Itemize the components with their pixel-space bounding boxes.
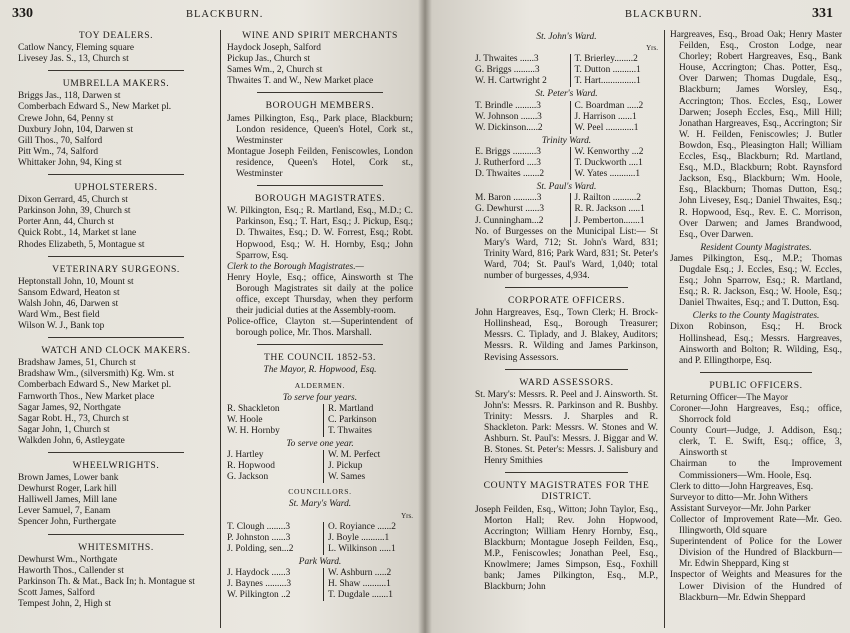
name-pair-table — [227, 522, 413, 555]
name-cell: R. Shackleton — [227, 403, 280, 414]
section-rule — [48, 337, 184, 338]
name-cell: H. Shaw ..........1 — [323, 579, 413, 590]
directory-entry: Whittaker John, 94, King st — [18, 157, 122, 168]
section-rule — [257, 92, 383, 93]
name-cell: J. Hartley — [227, 450, 264, 461]
name-cell: W. H. Hornby — [227, 425, 280, 436]
section-heading: BOROUGH MEMBERS. — [265, 100, 375, 112]
name-pair-table — [475, 147, 658, 180]
name-cell: T. Brierley........2 — [570, 54, 659, 65]
name-cell: W. H. Cartwright 2 — [475, 76, 547, 87]
section-heading: WHEELWRIGHTS. — [72, 460, 160, 471]
name-cell: W. Ashburn .....2 — [323, 568, 413, 579]
text-paragraph: Collector of Improvement Rate—Mr. Geo. Illingworth, Old square — [670, 514, 842, 537]
name-cell: P. Johnston ......3 — [227, 532, 291, 543]
ward-subheading: To serve one year. — [286, 439, 354, 449]
text-paragraph: Hargreaves, Esq., Broad Oak; Henry Master Feilden, Esq., Croston Lodge, near Chorley; Robert Hargreaves, Esq., Bank House, Accrington; Chas. Potter, Esq., Over Darwen; Thomas Dugdale, Esq., Blackburn; James Worsley, Esq., Accrington; Thos. Eccles, Esq., Lower Darwen; Joseph Eccles, Esq., Mill Hill; Jonathan Hargreaves, Esq., Accrington; Sir W. H. Feilden, Feniscowles; J. Butler Bowdon, Esq., Pleasington Hall; William Eccles, Esq., Blackburn; Rd. Martland, Esq., M.D., Blackburn; Robt. Raynsford Jackson, Esq., Blackburn; Wm. Hoole, Esq., Blackburn; Thomas Dutton, Esq.; John Livesey, Esq.; Daniel Thwaites, Esq.; R. Hopwood, Esq., Rev. E. C. Morrison, Over Darwen; and James Brandwood, Esq., Over Darwen. — [670, 30, 842, 240]
directory-entry: Pickup Jas., Church st — [227, 54, 311, 65]
directory-entry: Farnworth Thos., New Market place — [18, 391, 155, 402]
directory-entry: Ward Wm., Best field — [18, 309, 100, 320]
directory-entry: Walkden John, 6, Astleygate — [18, 435, 125, 446]
directory-entry: Rhodes Elizabeth, 5, Montague st — [18, 239, 145, 250]
directory-entry: Bradshaw Wm., (silversmith) Kg. Wm. st — [18, 369, 175, 380]
right-column-2 — [670, 30, 842, 604]
name-cell: J. Harrison ......1 — [570, 112, 659, 123]
directory-entry: Sames Wm., 2, Church st — [227, 65, 323, 76]
directory-entry: Lever Samuel, 7, Eanam — [18, 506, 111, 517]
directory-entry: Catlow Nancy, Fleming square — [18, 43, 135, 54]
section-heading: PUBLIC OFFICERS. — [709, 379, 803, 391]
years-label: Yrs. — [401, 511, 413, 520]
section-heading: COUNTY MAGISTRATES FOR THE DISTRICT. — [483, 480, 650, 503]
section-heading: BOROUGH MAGISTRATES. — [254, 193, 386, 205]
small-caps-heading: ALDERMEN. — [294, 380, 346, 390]
right-column-1 — [475, 30, 658, 593]
name-cell: W. Pilkington ..2 — [227, 590, 291, 601]
text-paragraph: Montague Joseph Feilden, Feniscowles, London residence, Queen's Hotel, Cork st., Westminster — [227, 146, 413, 180]
ward-subheading: St. Peter's Ward. — [535, 89, 598, 100]
name-cell: G. Jackson — [227, 472, 269, 483]
text-paragraph: No. of Burgesses on the Municipal List:— St Mary's Ward, 712; St. John's Ward, 831; Trinity Ward, 816; Park Ward, 831; St. Peter's Ward, 704; St. Paul's Ward, 1,040; total number of burgesses, 4,934. — [475, 226, 658, 281]
name-cell: T. Thwaites — [323, 426, 413, 437]
text-paragraph: Henry Hoyle, Esq.; office, Ainsworth st The Borough Magistrates sit daily at the police office, except Thursday, when they perform their judicial duties at the Assembly-room. — [227, 272, 413, 317]
directory-entry: Crewe John, 64, Penny st — [18, 113, 114, 124]
section-rule — [48, 256, 184, 257]
section-rule — [505, 369, 628, 370]
name-cell: T. Brindle .........3 — [475, 100, 541, 111]
name-cell: T. Hart...............1 — [570, 76, 659, 87]
name-pair-table — [227, 450, 413, 483]
directory-entry: Dewhurst Roger, Lark hill — [18, 484, 117, 495]
text-paragraph: Chairman to the Improvement Commissioners—Wm. Hoole, Esq. — [670, 459, 842, 481]
page-number: 330 — [12, 6, 33, 21]
ward-subheading: Park Ward. — [298, 556, 342, 567]
name-cell: J. Cunningham...2 — [475, 215, 544, 226]
name-cell: G. Briggs .........3 — [475, 65, 540, 76]
text-paragraph: Inspector of Weights and Measures for the Lower Division of the Hundred of Blackburn—Mr. Edwin Sheppard — [670, 570, 842, 603]
directory-entry: Porter Ann, 44, Church st — [18, 217, 114, 228]
ward-subheading: The Mayor, R. Hopwood, Esq. — [263, 365, 377, 376]
ward-subheading: Trinity Ward. — [541, 135, 592, 146]
right-page — [425, 0, 850, 633]
text-paragraph: Surveyor to ditto—Mr. John Withers — [670, 492, 808, 503]
small-caps-heading: COUNCILLORS. — [288, 487, 352, 497]
column-divider — [220, 30, 221, 628]
name-cell: C. Boardman .....2 — [570, 101, 659, 112]
name-cell: W. Sames — [323, 472, 413, 483]
name-cell: C. Parkinson — [323, 415, 413, 426]
name-cell: J. Railton ..........2 — [570, 193, 659, 204]
text-paragraph: John Hargreaves, Esq., Town Clerk; H. Brock-Hollinshead, Esq., Borough Treasurer; Messrs. C. Tiplady, and J. Blakey, Auditors; Messrs. R. Wilding and James Parkinson, Revising Assessors. — [475, 308, 658, 363]
directory-entry: Haworth Thos., Callender st — [18, 565, 124, 576]
directory-entry: Parkinson John, 39, Church st — [18, 206, 131, 217]
directory-entry: Briggs Jas., 118, Darwen st — [18, 91, 121, 102]
section-heading: UPHOLSTERERS. — [74, 182, 158, 194]
directory-entry: Halliwell James, Mill lane — [18, 495, 117, 506]
book-gutter — [418, 0, 432, 633]
name-cell: W. M. Perfect — [323, 450, 413, 461]
ward-subheading: St. John's Ward. — [536, 32, 597, 42]
years-label: Yrs. — [646, 44, 658, 53]
directory-entry: Heptonstall John, 10, Mount st — [18, 276, 134, 287]
name-cell: R. Martland — [323, 404, 413, 415]
name-cell: O. Royiance ......2 — [323, 522, 413, 533]
section-rule — [257, 344, 383, 345]
name-cell: D. Thwaites .......2 — [475, 169, 545, 180]
name-cell: W. Dickinson.....2 — [475, 122, 543, 133]
name-cell: J. Baynes .........3 — [227, 579, 292, 590]
text-paragraph: St. Mary's: Messrs. R. Peel and J. Ainsworth. St. John's: Messrs. R. Parkinson and R. Bushby. Trinity: Messrs. J. Sharples and R. Shackleton. Park: Messrs. W. Stones and W. Ashburn. St. Paul's: Messrs. J. Biggar and W. B. Stones. St. Peter's: Messrs. J. Salisbury and Henry Smithies — [475, 389, 658, 467]
ward-subheading: Resident County Magistrates. — [700, 242, 812, 253]
section-rule — [48, 174, 184, 175]
directory-entry: Brown James, Lower bank — [18, 473, 119, 484]
page-number: 331 — [812, 6, 833, 21]
name-cell: T. Clough ........3 — [227, 521, 291, 532]
name-cell: J. Haydock ......3 — [227, 568, 291, 579]
directory-entry: Wilson W. J., Bank top — [18, 321, 105, 332]
column-divider — [664, 30, 665, 628]
name-cell: W. Hoole — [227, 414, 263, 425]
name-cell: J. Boyle ..........1 — [323, 533, 413, 544]
section-heading: WATCH AND CLOCK MAKERS. — [41, 345, 191, 357]
name-pair-table — [227, 404, 413, 437]
directory-entry: Comberbach Edward S., New Market pl. — [18, 102, 172, 113]
text-paragraph: W. Pilkington, Esq.; R. Martland, Esq., M.D.; C. Parkinson, Esq.; T. Hart, Esq.; J. Pickup, Esq.; D. Thwaites, Esq.; D. W. Forrest, Esq.; Robt. Hopwood, Esq.; W. H. Hornby, Esq.; John Sparrow, Esq. — [227, 206, 413, 261]
section-rule — [48, 452, 184, 453]
left-column-1 — [18, 30, 214, 610]
section-rule — [505, 472, 628, 473]
name-cell: J. Rutherford ....3 — [475, 158, 541, 169]
directory-entry: Comberbach Edward S., New Market pl. — [18, 380, 172, 391]
section-heading: WARD ASSESSORS. — [519, 376, 614, 388]
section-heading: WINE AND SPIRIT MERCHANTS — [242, 30, 398, 41]
name-pair-table — [475, 193, 658, 226]
directory-entry: Scott James, Salford — [18, 587, 95, 598]
directory-entry: Haydock Joseph, Salford — [227, 43, 321, 54]
name-cell: T. Duckworth ....1 — [570, 158, 659, 169]
name-cell: R. Hopwood — [227, 461, 275, 472]
directory-entry: Livesey Jas. S., 13, Church st — [18, 54, 129, 65]
text-paragraph: Joseph Feilden, Esq., Witton; John Taylor, Esq., Morton Hall; Rev. John Hopwood, Accrington; William Henry Hornby, Esq., Blackburn; Montague Joseph Feilden, Esq., M.P., Feniscowles; Jonathan Peel, Esq., Knowlmere; James Simpson, Esq., Foxhill bank; James Pilkington, Esq., M.P., Blackburn; John — [475, 504, 658, 593]
section-rule — [700, 372, 812, 373]
name-pair-table — [475, 101, 658, 134]
ward-subheading: St. Paul's Ward. — [536, 182, 597, 193]
name-cell: R. R. Jackson .....1 — [570, 204, 659, 215]
text-paragraph: County Court—Judge, J. Addison, Esq.; clerk, T. E. Swift, Esq.; office, 3, Ainsworth st — [670, 426, 842, 459]
section-heading: WHITESMITHS. — [78, 541, 154, 553]
text-paragraph: Clerk to ditto—John Hargreaves, Esq. — [670, 481, 814, 492]
ward-subheading: Clerks to the County Magistrates. — [692, 311, 820, 322]
ward-subheading: St. Mary's Ward. — [288, 499, 352, 510]
directory-entry: Dewhurst Wm., Northgate — [18, 554, 118, 565]
ward-subheading: To serve four years. — [282, 392, 358, 403]
directory-entry: Walsh John, 46, Darwen st — [18, 298, 119, 309]
name-pair-table — [475, 54, 658, 87]
section-heading: TOY DEALERS. — [78, 30, 154, 41]
name-cell: W. Johnson .......3 — [475, 111, 542, 122]
text-paragraph: Superintendent of Police for the Lower Division of the Hundred of Blackburn—Mr. Edwin Sheppard, King st — [670, 537, 842, 570]
directory-entry: Sagar John, 1, Church st — [18, 424, 110, 435]
name-cell: J. Pickup — [323, 461, 413, 472]
left-column-2 — [227, 30, 413, 601]
running-head: BLACKBURN. — [186, 9, 264, 20]
name-cell: G. Dewhurst ......3 — [475, 204, 545, 215]
italic-caption: Clerk to the Borough Magistrates.— — [227, 261, 364, 272]
directory-entry: Sagar James, 92, Northgate — [18, 402, 121, 413]
running-head: BLACKBURN. — [625, 9, 703, 20]
section-rule — [48, 534, 184, 535]
text-paragraph: James Pilkington, Esq., Park place, Blackburn; London residence, Queen's Hotel, Cork st., Westminster — [227, 113, 413, 146]
text-paragraph: Returning Officer—The Mayor — [670, 392, 789, 403]
name-cell: W. Yates ...........1 — [570, 169, 659, 180]
directory-entry: Bradshaw James, 51, Church st — [18, 358, 136, 369]
name-cell: E. Briggs ..........3 — [475, 146, 541, 157]
name-cell: J. Pemberton.......1 — [570, 216, 659, 227]
name-cell: L. Wilkinson .....1 — [323, 544, 413, 555]
name-cell: M. Baron ..........3 — [475, 193, 542, 204]
name-cell: W. Kenworthy ...2 — [570, 147, 659, 158]
text-paragraph: Parkinson Th. & Mat., Back In; h. Montague st — [18, 576, 195, 587]
name-cell: J. Polding, sen...2 — [227, 543, 294, 554]
section-rule — [48, 70, 184, 71]
text-paragraph: James Pilkington, Esq., M.P.; Thomas Dugdale Esq.; J. Eccles, Esq.; W. Eccles, Esq.; John Sparrow, Esq.; R. Martland, Esq.; R. R. Jackson, Esq.; W. Hoole, Esq.; Daniel Thwaites, Esq.; and T. Dutton, Esq. — [670, 253, 842, 309]
directory-entry: Gill Thos., 70, Salford — [18, 135, 103, 146]
directory-entry: Sagar Robt. H., 73, Church st — [18, 413, 129, 424]
text-paragraph: Assistant Surveyor—Mr. John Parker — [670, 503, 811, 514]
directory-entry: Duxbury John, 104, Darwen st — [18, 124, 134, 135]
section-heading: UMBRELLA MAKERS. — [62, 78, 170, 90]
directory-entry: Quick Robt., 14, Market st lane — [18, 228, 137, 239]
section-heading: CORPORATE OFFICERS. — [508, 295, 625, 307]
text-paragraph: Police-office, Clayton st.—Superintendent of borough police, Mr. Thos. Marshall. — [227, 317, 413, 339]
section-rule — [257, 185, 383, 186]
directory-entry: Tempest John, 2, High st — [18, 599, 112, 610]
text-paragraph: Coroner—John Hargreaves, Esq.; office, Shorrock fold — [670, 404, 842, 426]
section-rule — [505, 287, 628, 288]
section-heading: VETERINARY SURGEONS. — [52, 263, 180, 275]
text-paragraph: Dixon Robinson, Esq.; H. Brock Hollinshead, Esq.; Messrs. Hargreaves, Ainsworth and Bolton; R. Wilding, Esq., and P. Ellingthorpe, Esq. — [670, 322, 842, 366]
name-pair-table — [227, 568, 413, 601]
name-cell: W. Peel ............1 — [570, 123, 659, 134]
name-cell: T. Dugdale .......1 — [323, 590, 413, 601]
directory-entry: Pitt Wm., 74, Salford — [18, 146, 99, 157]
section-heading: THE COUNCIL 1852-53. — [263, 352, 377, 364]
directory-entry: Thwaites T. and W., New Market place — [227, 76, 374, 87]
name-cell: J. Thwaites ......3 — [475, 54, 539, 65]
directory-entry: Sansom Edward, Heaton st — [18, 287, 120, 298]
directory-entry: Dixon Gerrard, 45, Church st — [18, 195, 128, 206]
directory-entry: Spencer John, Furthergate — [18, 517, 116, 528]
name-cell: T. Dutton ..........1 — [570, 65, 659, 76]
